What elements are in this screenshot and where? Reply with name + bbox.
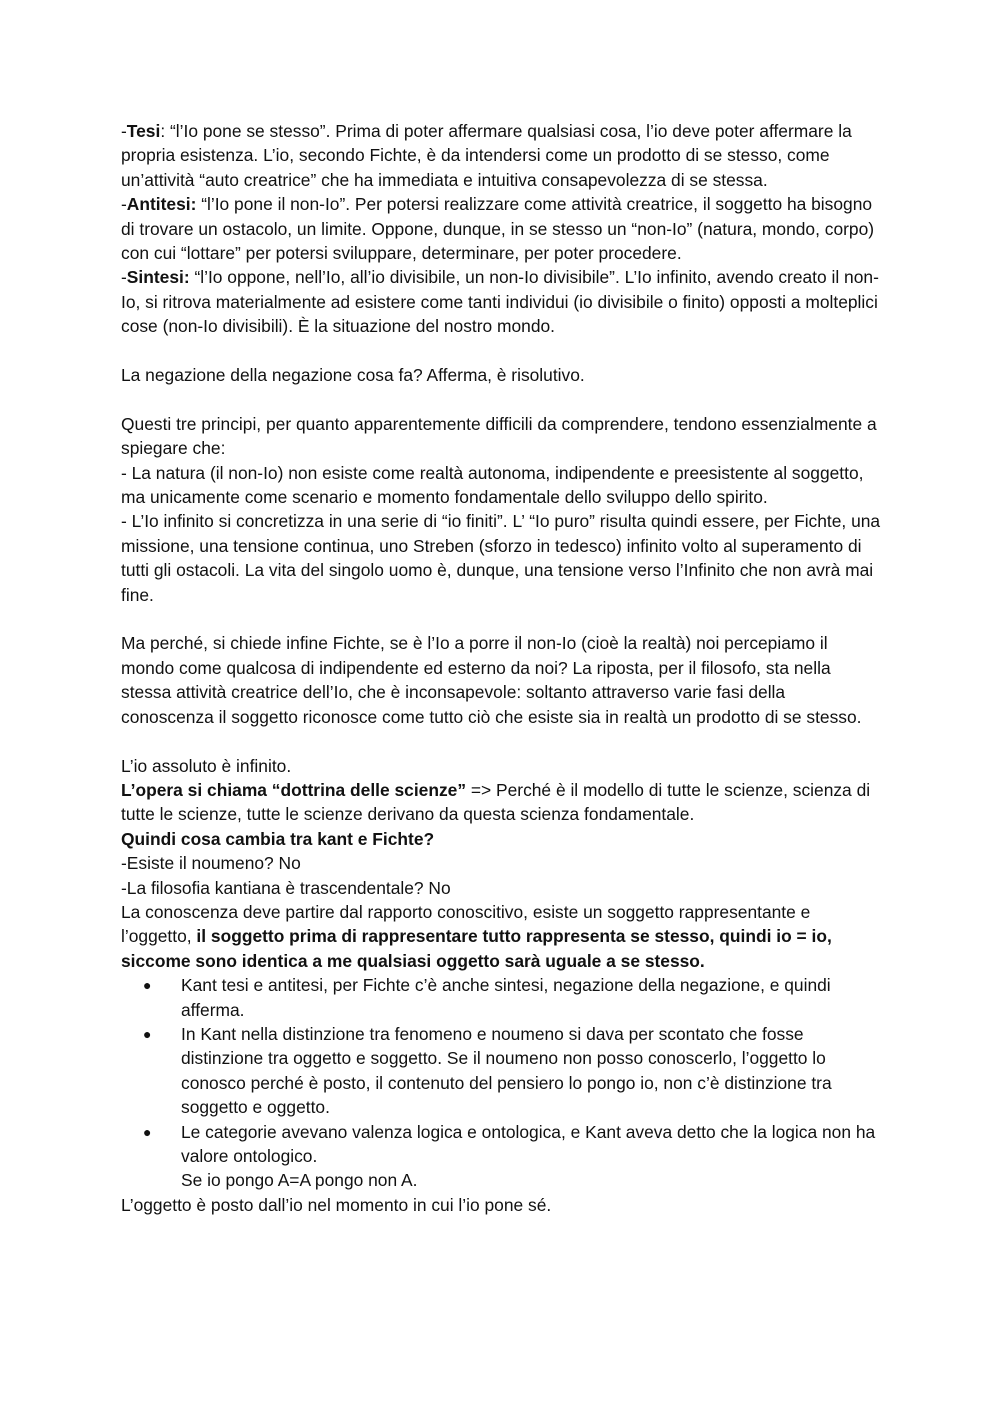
principi-point-1: - La natura (il non-Io) non esiste come realtà autonoma, indipendente e preesistente al soggetto, ma unicamente come scenario e momento fondamentale dello sviluppo dello spirito. [121, 462, 864, 508]
quindi-heading-text: Quindi cosa cambia tra kant e Fichte? [121, 828, 435, 849]
conoscenza-text: La conoscenza deve partire dal rapporto conoscitivo, esiste un soggetto rappresentante e l’oggetto, [121, 901, 811, 947]
conoscenza-paragraph [121, 900, 881, 973]
list-item-text: Le categorie avevano valenza logica e ontologica, e Kant aveva detto che la logica non ha valore ontologico. [181, 1121, 876, 1166]
principi-point-2: - L’Io infinito si concretizza in una serie di “io finiti”. L’ “Io puro” risulta quindi essere, per Fichte, una missione, una tensione continua, uno Streben (sforzo in tedesco) infinito volto al superamento di tutti gli ostacoli. La vita del singolo uomo è, dunque, una tensione verso l’Infinito che non avrà mai fine. [121, 511, 881, 605]
dash-prefix: - [121, 121, 127, 141]
comparison-list [121, 973, 881, 1168]
principi-intro-paragraph: Questi tre principi, per quanto apparentemente difficili da comprendere, tendono essenzialmente a spiegare che: [121, 413, 877, 459]
sintesi-paragraph [121, 265, 881, 338]
list-item [121, 1120, 881, 1169]
noumeno-line: -Esiste il noumeno? No [121, 853, 301, 874]
opera-text: => Perché è il modello di tutte le scienze, scienza di tutte le scienze, tutte le scienze derivano da questa scienza fondamentale. [121, 779, 871, 825]
spacer [121, 339, 881, 363]
sintesi-label: Sintesi: [126, 267, 190, 288]
bullet-icon: ● [143, 977, 152, 994]
quindi-heading [121, 827, 881, 851]
oggetto-posto-line: L’oggetto è posto dall’io nel momento in cui l’io pone sé. [121, 1194, 552, 1215]
sintesi-text: “l’Io oppone, nell’Io, all’io divisibile, un non-Io divisibile”. L’Io infinito, avendo creato il non-Io, si ritrova materialmente ad esistere come tanti individui (io divisibile o finito) opposti a molteplici cose (non-Io divisibili). È la situazione del nostro mondo. [121, 267, 879, 337]
bullet-icon: ● [143, 1123, 152, 1140]
dash-prefix: - [121, 194, 127, 215]
antitesi-label: Antitesi: [126, 194, 197, 215]
tesi-label: Tesi [126, 121, 161, 141]
list-item-text: In Kant nella distinzione tra fenomeno e noumeno si dava per scontato che fosse distinzione tra oggetto e soggetto. Se il noumeno non posso conoscerlo, l’oggetto lo conosco perché è posto, il contenuto del pensiero lo pongo io, non c’è distinzione tra soggetto e oggetto. [181, 1023, 832, 1118]
bullet-icon: ● [143, 1025, 152, 1042]
dash-prefix: - [121, 267, 127, 288]
kantiana-line: -La filosofia kantiana è trascendentale? No [121, 877, 451, 898]
antitesi-paragraph [121, 192, 881, 265]
list-item-text: Kant tesi e antitesi, per Fichte c’è anche sintesi, negazione della negazione, e quindi afferma. [181, 975, 831, 1020]
conoscenza-bold: il soggetto prima di rappresentare tutto rappresenta se stesso, quindi io = io, siccome sono identica a me qualsiasi oggetto sarà uguale a se stesso. [121, 926, 832, 971]
opera-paragraph [121, 778, 881, 827]
tesi-text: : “l’Io pone se stesso”. Prima di poter affermare qualsiasi cosa, l’io deve poter affermare la propria esistenza. L’io, secondo Fichte, è da intendersi come un prodotto di se stesso, come un’attività “auto creatrice” che ha immediata e intuitiva consapevolezza di se stessa. [121, 121, 852, 190]
io-assoluto-line: L’io assoluto è infinito. [121, 755, 292, 776]
ma-perche-paragraph: Ma perché, si chiede infine Fichte, se è l’Io a porre il non-Io (cioè la realtà) noi percepiamo il mondo come qualcosa di indipendente ed esterno da noi? La riposta, per il filosofo, sta nella stessa attività creatrice dell’Io, che è inconsapevole: soltanto attraverso varie fasi della conoscenza il soggetto riconosce come tutto ciò che esiste sia in realtà un prodotto di se stesso. [121, 633, 862, 727]
se-io-pongo-line: Se io pongo A=A pongo non A. [181, 1170, 418, 1191]
negazione-paragraph: La negazione della negazione cosa fa? Afferma, è risolutivo. [121, 365, 585, 386]
opera-title: L’opera si chiama “dottrina delle scienze” [121, 779, 467, 800]
tesi-paragraph [121, 119, 881, 192]
list-item [121, 973, 881, 1022]
spacer [121, 729, 881, 753]
spacer [121, 387, 881, 411]
document-body [121, 119, 881, 1217]
antitesi-text: “l’Io pone il non-Io”. Per potersi realizzare come attività creatrice, il soggetto ha bisogno di trovare un ostacolo, un limite. Oppone, dunque, in se stesso un “non-Io” (natura, mondo, corpo) con cui “lottare” per potersi sviluppare, determinare, per poter procedere. [121, 194, 875, 264]
spacer [121, 607, 881, 631]
list-item [121, 1022, 881, 1120]
